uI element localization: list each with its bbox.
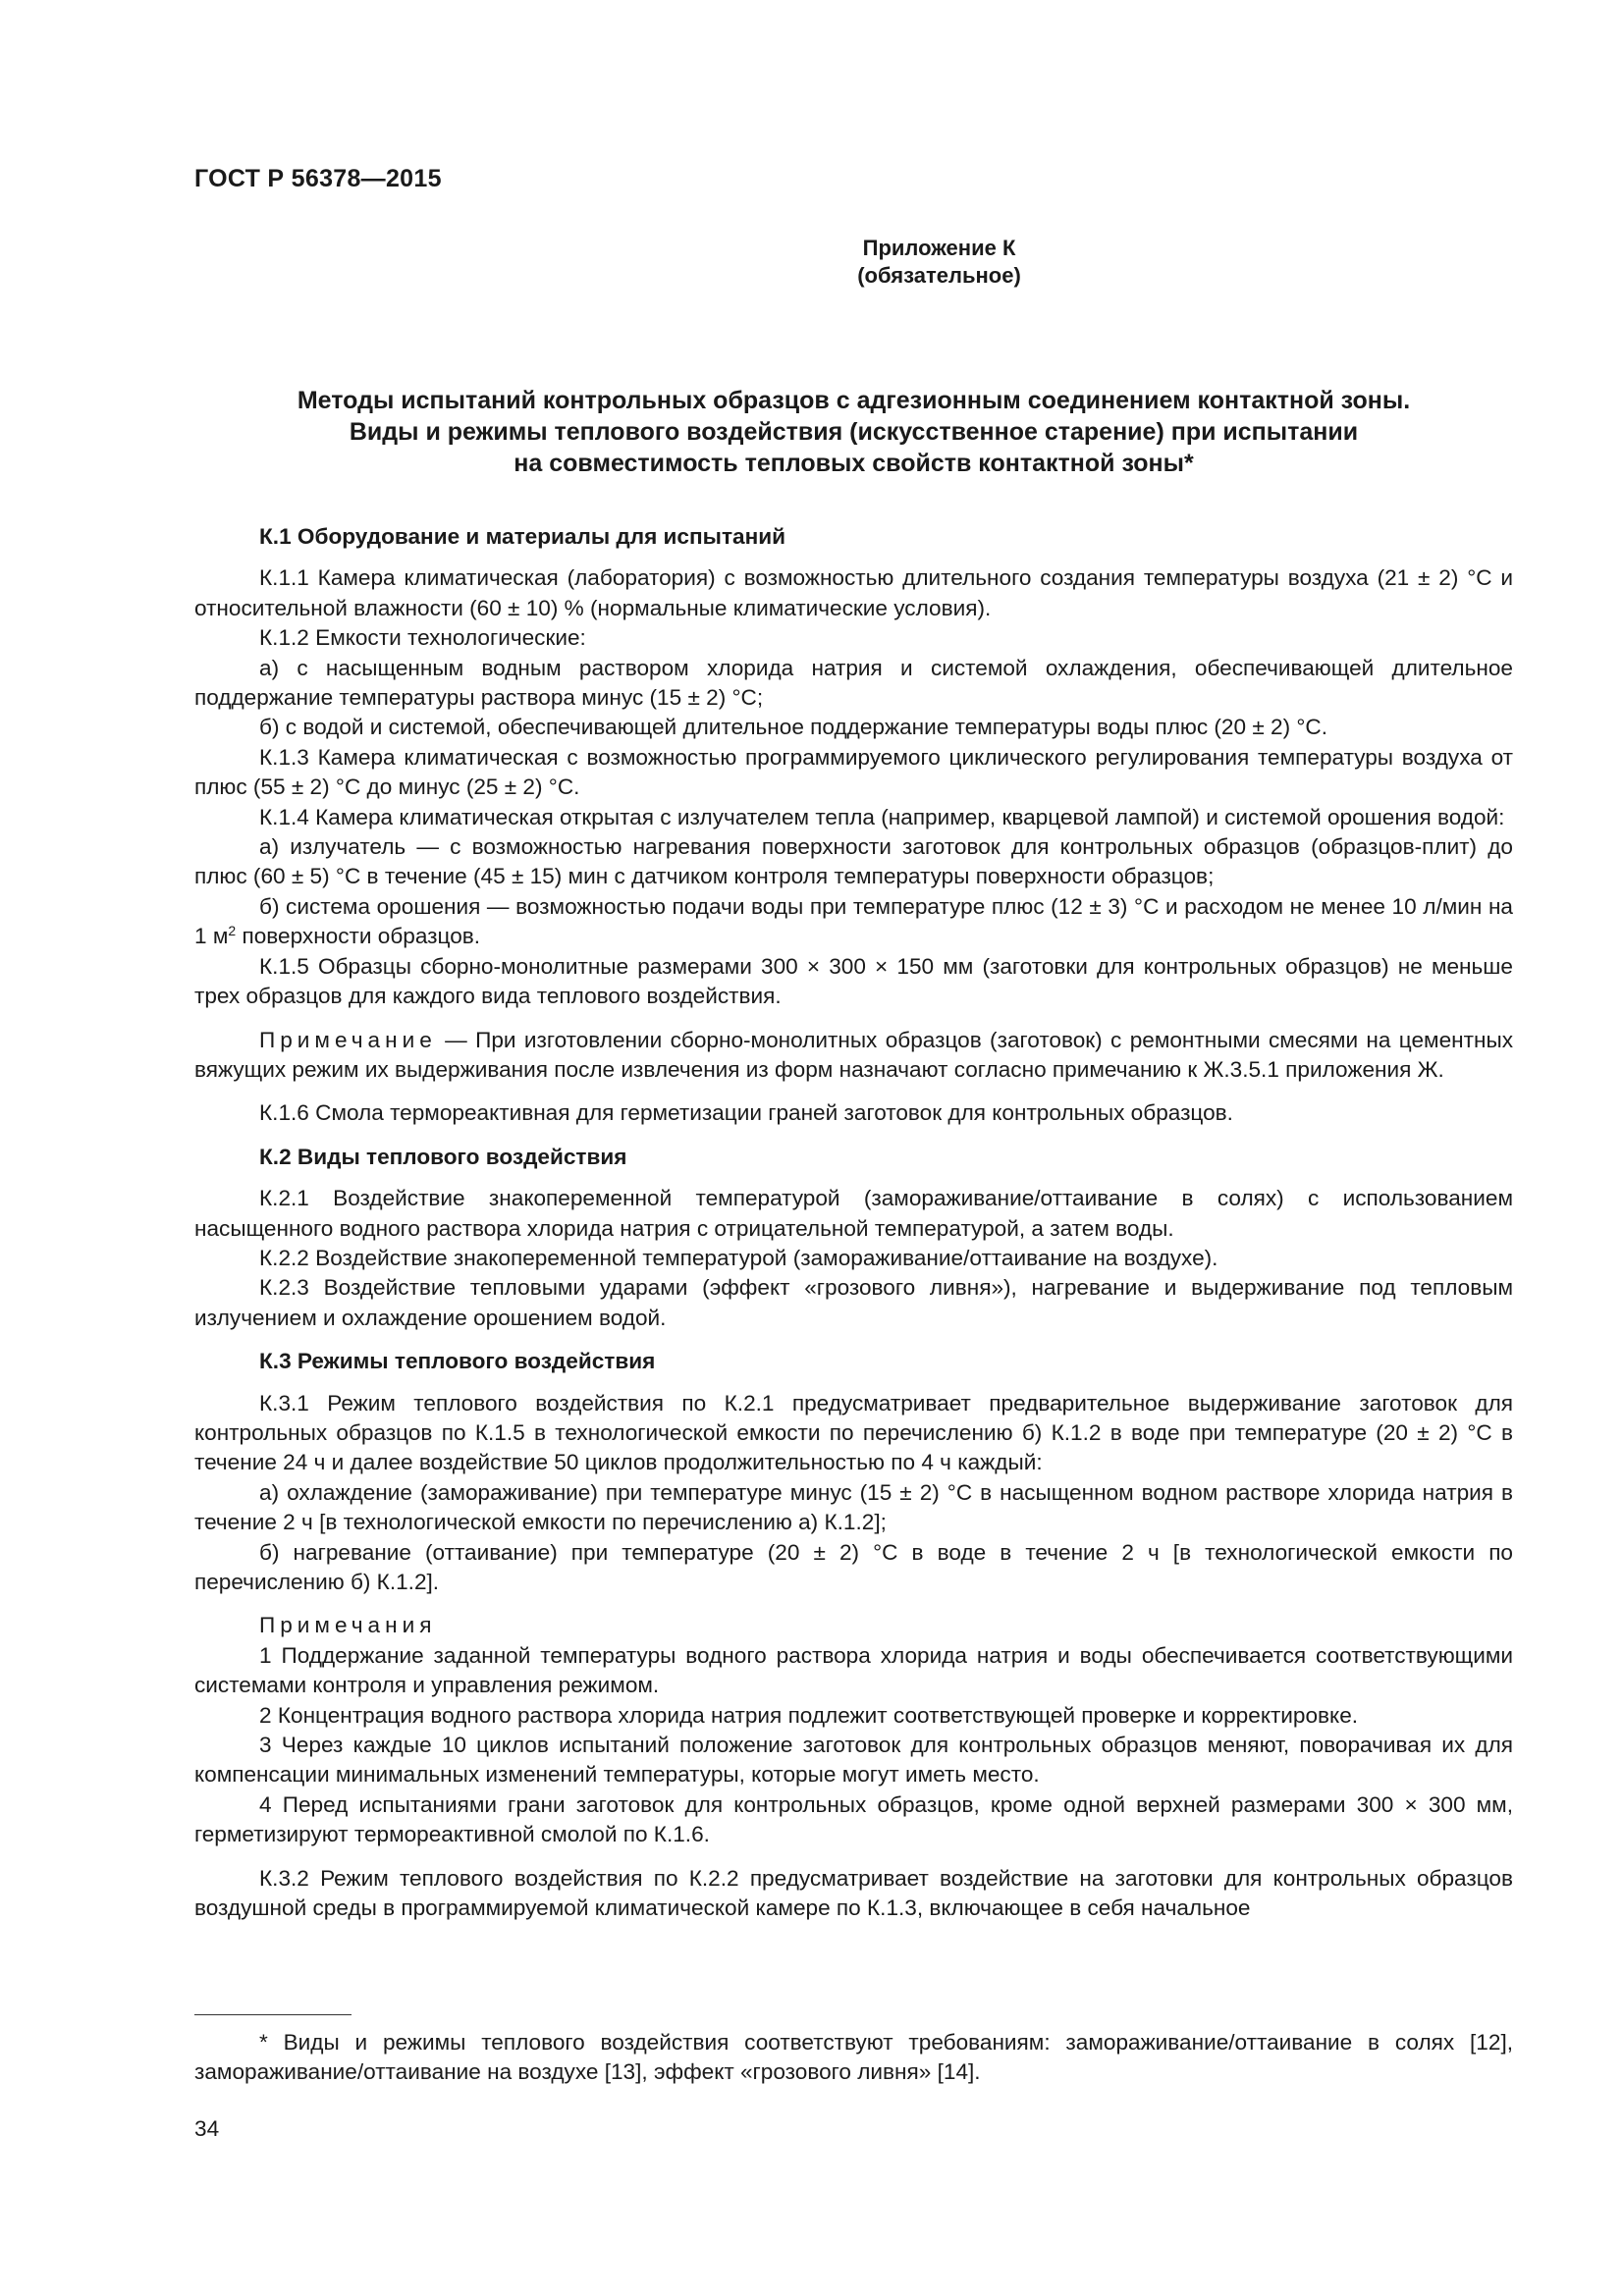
title-line-3: на совместимость тепловых свойств контактной зоны*: [514, 450, 1194, 477]
note-item-1: 1 Поддержание заданной температуры водного раствора хлорида натрия и воды обеспечивается соответствующими системами контроля и управления режимом.: [194, 1642, 1513, 1698]
appendix-label: Приложение К: [862, 236, 1016, 260]
section-heading-k1: К.1 Оборудование и материалы для испытаний: [259, 524, 785, 549]
paragraph-k1-4b-text: б) система орошения — возможностью подачи воды при температуре плюс (12 ± 3) °С и расходом не менее 10 л/мин на 1 м: [194, 893, 1513, 949]
note-item-2: 2 Концентрация водного раствора хлорида натрия подлежит соответствующей проверке и корректировке.: [259, 1702, 1359, 1728]
paragraph-k1-4b-tail: поверхности образцов.: [236, 924, 481, 949]
notes-label: [194, 1611, 1513, 1640]
paragraph-k3-2: К.3.2 Режим теплового воздействия по К.2.2 предусматривает воздействие на заготовки для контрольных образцов воздушной среды в программируемой климатической камере по К.1.3, включающее в себя начальное: [194, 1865, 1513, 1921]
paragraph-k1-4a: а) излучатель — с возможностью нагревания поверхности заготовок для контрольных образцов (образцов-плит) до плюс (60 ± 5) °С в течение (45 ± 15) мин с датчиком контроля температуры поверхности образцов;: [194, 834, 1513, 889]
note-k1: [194, 1026, 1513, 1086]
section-heading-k3: К.3 Режимы теплового воздействия: [259, 1349, 656, 1374]
document-body: [194, 522, 1513, 1923]
note-label: Примечание: [259, 1027, 437, 1052]
title-line-1: Методы испытаний контрольных образцов с адгезионным соединением контактной зоны.: [297, 387, 1411, 414]
paragraph-k2-2: К.2.2 Воздействие знакопеременной температурой (замораживание/оттаивание на воздухе).: [259, 1245, 1218, 1270]
section-heading-k2: К.2 Виды теплового воздействия: [259, 1144, 627, 1169]
footnote-text: * Виды и режимы теплового воздействия соответствуют требованиям: замораживание/оттаивание в солях [12], замораживание/оттаивание на воздухе [13], эффект «грозового ливня» [14].: [194, 2030, 1513, 2085]
paragraph-k1-5: К.1.5 Образцы сборно-монолитные размерами 300 × 300 × 150 мм (заготовки для контрольных образцов) не меньше трех образцов для каждого вида теплового воздействия.: [194, 953, 1513, 1009]
paragraph-k1-6: К.1.6 Смола термореактивная для герметизации граней заготовок для контрольных образцов.: [259, 1100, 1233, 1126]
paragraph-k3-1b: б) нагревание (оттаивание) при температуре (20 ± 2) °С в воде в течение 2 ч [в технологической емкости по перечислению б) К.1.2].: [194, 1539, 1513, 1594]
paragraph-k1-4b: [194, 892, 1513, 952]
appendix-title: [194, 385, 1513, 479]
note-item-4: 4 Перед испытаниями грани заготовок для контрольных образцов, кроме одной верхней размерами 300 × 300 мм, герметизируют термореактивной смолой по К.1.6.: [194, 1791, 1513, 1847]
paragraph-k1-2b: б) с водой и системой, обеспечивающей длительное поддержание температуры воды плюс (20 ± 2) °С.: [259, 715, 1328, 740]
paragraph-k1-3: К.1.3 Камера климатическая с возможностью программируемого циклического регулирования температуры воздуха от плюс (55 ± 2) °С до минус (25 ± 2) °С.: [194, 744, 1513, 800]
notes-label-text: Примечания: [259, 1613, 437, 1638]
paragraph-k1-1: К.1.1 Камера климатическая (лаборатория) с возможностью длительного создания температуры воздуха (21 ± 2) °С и относительной влажности (60 ± 10) % (нормальные климатические условия).: [194, 565, 1513, 620]
title-line-2: Виды и режимы теплового воздействия (искусственное старение) при испытании: [349, 418, 1359, 446]
paragraph-k3-1a: а) охлаждение (замораживание) при температуре минус (15 ± 2) °С в насыщенном водном растворе хлорида натрия в течение 2 ч [в технологической емкости по перечислению а) К.1.2];: [194, 1479, 1513, 1535]
footnote: [194, 2028, 1513, 2088]
document-code: ГОСТ Р 56378—2015: [194, 165, 442, 192]
paragraph-k2-1: К.2.1 Воздействие знакопеременной температурой (замораживание/оттаивание в солях) с использованием насыщенного водного раствора хлорида натрия с отрицательной температурой, а затем воды.: [194, 1186, 1513, 1241]
paragraph-k1-2a: а) с насыщенным водным раствором хлорида натрия и системой охлаждения, обеспечивающей длительное поддержание температуры раствора минус (15 ± 2) °С;: [194, 655, 1513, 711]
note-item-3: 3 Через каждые 10 циклов испытаний положение заготовок для контрольных образцов меняют, поворачивая их для компенсации минимальных изменений температуры, которые могут иметь место.: [194, 1733, 1513, 1788]
paragraph-k1-2: К.1.2 Емкости технологические:: [259, 625, 586, 651]
superscript-2: 2: [228, 923, 237, 939]
note-text: — При изготовлении сборно-монолитных образцов (заготовок) с ремонтными смесями на цементных вяжущих режим их выдерживания после извлечения из форм назначают согласно примечанию к Ж.3.5.1 приложения Ж.: [194, 1027, 1513, 1082]
footnote-divider: [194, 2014, 352, 2015]
paragraph-k1-4: К.1.4 Камера климатическая открытая с излучателем тепла (например, кварцевой лампой) и системой орошения водой:: [259, 804, 1505, 829]
paragraph-k3-1: К.3.1 Режим теплового воздействия по К.2.1 предусматривает предварительное выдерживание заготовок для контрольных образцов по К.1.5 в технологической емкости по перечислению б) К.1.2 в воде при температуре (20 ± 2) °С в течение 24 ч и далее воздействие 50 циклов продолжительностью по 4 ч каждый:: [194, 1390, 1513, 1475]
appendix-status: (обязательное): [857, 263, 1021, 288]
paragraph-k2-3: К.2.3 Воздействие тепловыми ударами (эффект «грозового ливня»), нагревание и выдерживание под тепловым излучением и охлаждение орошением водой.: [194, 1275, 1513, 1330]
page-number: 34: [194, 2116, 220, 2141]
